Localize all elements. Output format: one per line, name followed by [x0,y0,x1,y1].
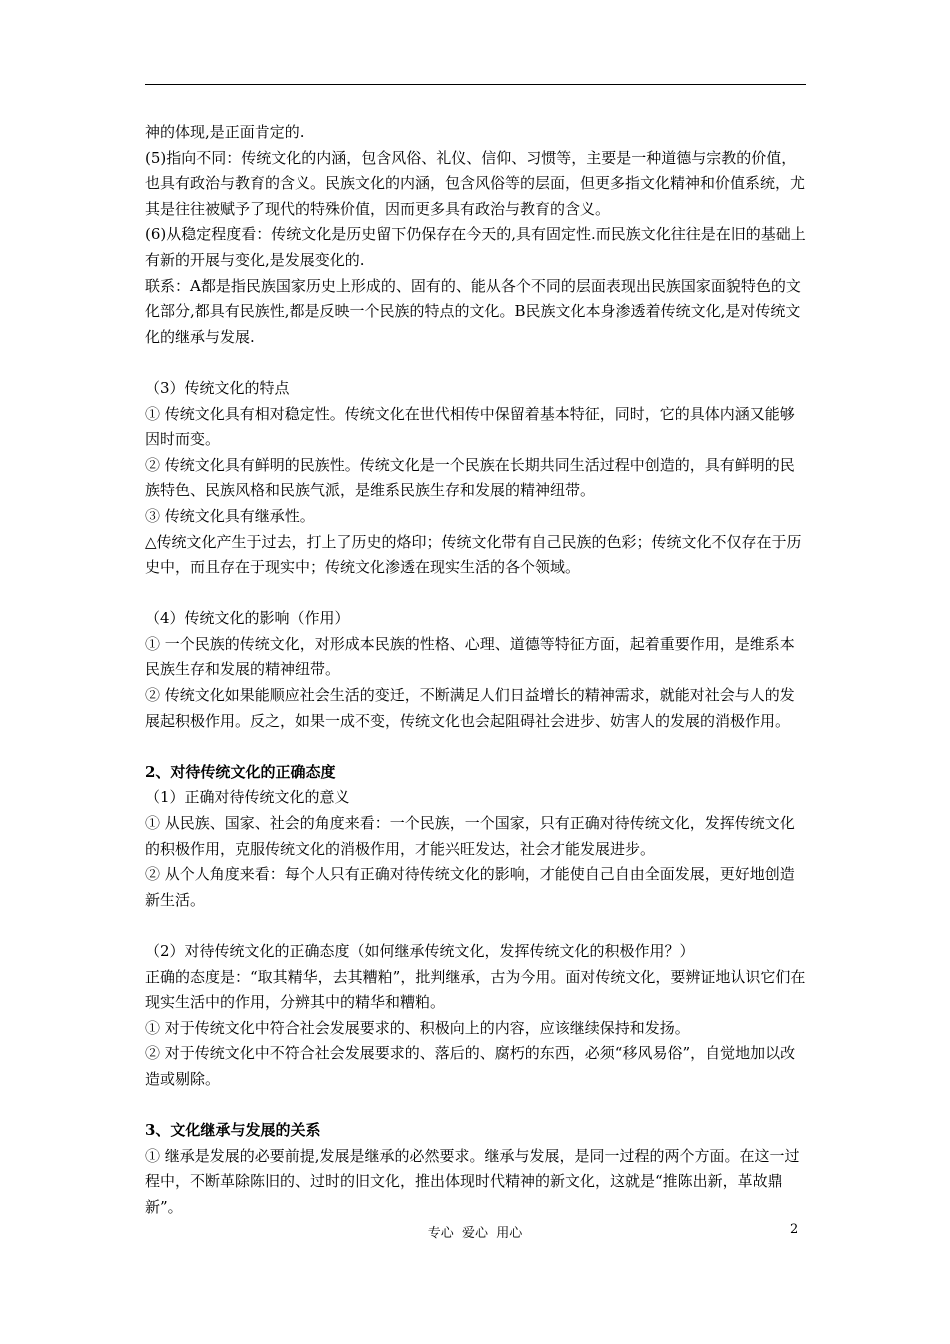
header-rule [145,84,806,85]
page-number: 2 [790,1222,799,1237]
paragraph: （4）传统文化的影响（作用） [145,609,350,628]
paragraph-gap [145,581,807,607]
paragraph: (5)指向不同：传统文化的内涵，包含风俗、礼仪、信仰、习惯等，主要是一种道德与宗教的价值，也具有政治与教育的含义。民族文化的内涵，包含风俗等的层面，但更多指文化精神和价值系统，尤其是往往被赋予了现代的特殊价值，因而更多具有政治与教育的含义。 [145,148,806,218]
section-heading: 3、文化继承与发展的关系 [145,1121,321,1140]
paragraph: 联系：A都是指民族国家历史上形成的、固有的、能从各个不同的层面表现出民族国家面貌特色的文化部分,都具有民族性,都是反映一个民族的特点的文化。B民族文化本身渗透着传统文化,是对传统文化的继承与发展. [145,276,801,346]
paragraph-gap [145,734,807,760]
paragraph: ② 传统文化具有鲜明的民族性。传统文化是一个民族在长期共同生活过程中创造的，具有鲜明的民族特色、民族风格和民族气派，是维系民族生存和发展的精神纽带。 [145,455,795,500]
paragraph-gap [145,913,807,939]
paragraph: ① 一个民族的传统文化，对形成本民族的性格、心理、道德等特征方面，起着重要作用，是维系本民族生存和发展的精神纽带。 [145,634,795,679]
paragraph: ③ 传统文化具有继承性。 [145,506,315,525]
footer-motto: 专心 爱心 用心 [427,1226,523,1241]
paragraph: ② 传统文化如果能顺应社会生活的变迁，不断满足人们日益增长的精神需求，就能对社会与人的发展起积极作用。反之，如果一成不变，传统文化也会起阻碍社会进步、妨害人的发展的消极作用。 [145,686,795,730]
paragraph: 正确的态度是：“取其精华，去其糟粕”，批判继承，古为今用。面对传统文化，要辨证地认识它们在现实生活中的作用，分辨其中的精华和糟粕。 [145,967,806,1012]
paragraph: ② 对于传统文化中不符合社会发展要求的、落后的、腐朽的东西，必须“移风易俗”，自觉地加以改造或剔除。 [145,1044,796,1088]
paragraph: ① 继承是发展的必要前提,发展是继承的必然要求。继承与发展，是同一过程的两个方面。在这一过程中，不断革除陈旧的、过时的旧文化，推出体现时代精神的新文化，这就是“推陈出新，革故鼎新”。 [145,1146,800,1216]
paragraph-gap [145,350,807,376]
paragraph: 神的体现,是正面肯定的. [145,123,305,141]
paragraph: ① 对于传统文化中符合社会发展要求的、积极向上的内容，应该继续保持和发扬。 [145,1018,690,1037]
section-heading: 2、对待传统文化的正确态度 [145,762,336,781]
paragraph: ① 从民族、国家、社会的角度来看：一个民族，一个国家，只有正确对待传统文化，发挥传统文化的积极作用，克服传统文化的消极作用，才能兴旺发达，社会才能发展进步。 [145,814,795,858]
paragraph: （2）对待传统文化的正确态度（如何继承传统文化，发挥传统文化的积极作用？） [145,942,695,960]
paragraph: （3）传统文化的特点 [145,378,290,397]
document-body [145,120,807,1221]
paragraph-gap [145,1093,807,1119]
paragraph: ② 从个人角度来看：每个人只有正确对待传统文化的影响，才能使自己自由全面发展，更好地创造新生活。 [145,865,795,909]
paragraph: △传统文化产生于过去，打上了历史的烙印；传统文化带有自己民族的色彩；传统文化不仅存在于历史中，而且存在于现实中；传统文化渗透在现实生活的各个领域。 [145,532,802,577]
paragraph: （1）正确对待传统文化的意义 [145,788,350,807]
paragraph: (6)从稳定程度看：传统文化是历史留下仍保存在今天的,具有固定性.而民族文化往往是在旧的基础上有新的开展与变化,是发展变化的. [145,225,806,269]
paragraph: ① 传统文化具有相对稳定性。传统文化在世代相传中保留着基本特征，同时，它的具体内涵又能够因时而变。 [145,404,795,449]
